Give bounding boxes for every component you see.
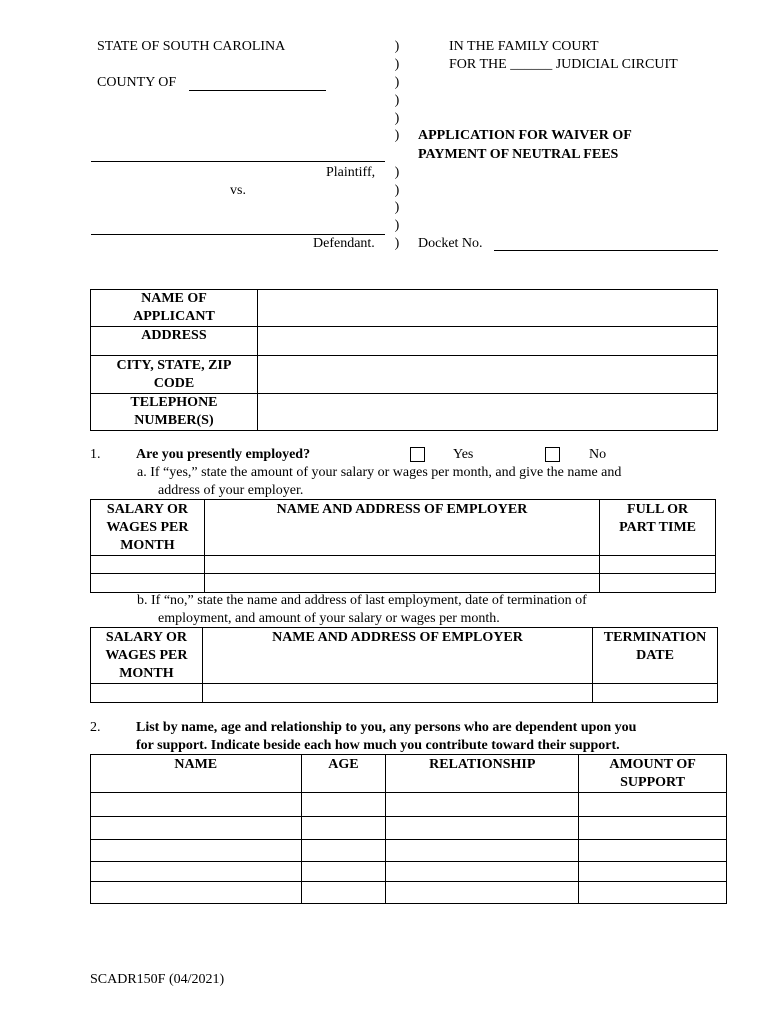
dependent-relationship-cell[interactable]: [386, 793, 579, 817]
docket-label: Docket No.: [418, 236, 483, 251]
salary-header: SALARY OR WAGES PER MONTH: [91, 500, 205, 556]
caption-paren: ): [394, 236, 400, 251]
full-part-time-cell[interactable]: [600, 574, 716, 593]
dependent-age-cell[interactable]: [301, 817, 386, 840]
county-label: COUNTY OF: [97, 75, 177, 90]
yes-checkbox[interactable]: [410, 447, 425, 462]
question-1-number: 1.: [90, 447, 101, 462]
employer-cell[interactable]: [202, 684, 592, 703]
versus-label: vs.: [230, 183, 246, 198]
employer-cell[interactable]: [204, 556, 599, 574]
salary-header: SALARY OR WAGES PER MONTH: [91, 628, 203, 684]
telephone-field[interactable]: [257, 394, 717, 431]
question-1b-text-line2: employment, and amount of your salary or wages per month.: [158, 611, 500, 626]
support-amount-cell[interactable]: [579, 862, 727, 882]
termination-date-cell[interactable]: [593, 684, 718, 703]
form-id: SCADR150F (04/2021): [90, 972, 225, 987]
question-1a-text-line1: a. If “yes,” state the amount of your salary or wages per month, and give the name and: [137, 465, 622, 480]
telephone-label: TELEPHONE NUMBER(S): [91, 394, 258, 431]
dependent-relationship-cell[interactable]: [386, 882, 579, 904]
plaintiff-label: Plaintiff,: [326, 165, 376, 180]
form-title-line2: PAYMENT OF NEUTRAL FEES: [418, 147, 619, 162]
dependent-age-cell[interactable]: [301, 840, 386, 862]
employer-cell[interactable]: [204, 574, 599, 593]
question-2-text-line1: List by name, age and relationship to you, any persons who are dependent upon you: [136, 720, 637, 735]
dependent-age-cell[interactable]: [301, 862, 386, 882]
termination-date-header: TERMINATION DATE: [593, 628, 718, 684]
dependent-age-cell[interactable]: [301, 882, 386, 904]
applicant-info-table: [90, 289, 718, 431]
employer-header: NAME AND ADDRESS OF EMPLOYER: [204, 500, 599, 556]
dependent-name-cell[interactable]: [91, 817, 302, 840]
dependent-name-header: NAME: [91, 755, 302, 793]
dependent-name-cell[interactable]: [91, 793, 302, 817]
full-part-time-cell[interactable]: [600, 556, 716, 574]
question-2-text-line2: for support. Indicate beside each how much you contribute toward their support.: [136, 738, 620, 753]
caption-paren: ): [394, 128, 400, 143]
circuit-line: FOR THE ______ JUDICIAL CIRCUIT: [449, 57, 678, 72]
employment-table-a: [90, 499, 716, 593]
city-state-zip-field[interactable]: [257, 356, 717, 394]
support-amount-cell[interactable]: [579, 882, 727, 904]
question-2-number: 2.: [90, 720, 101, 735]
dependent-name-cell[interactable]: [91, 862, 302, 882]
dependent-name-cell[interactable]: [91, 882, 302, 904]
caption-paren: ): [394, 165, 400, 180]
caption-paren: ): [394, 183, 400, 198]
docket-number-line[interactable]: [494, 250, 718, 251]
dependent-relationship-cell[interactable]: [386, 862, 579, 882]
salary-cell[interactable]: [91, 684, 203, 703]
caption-paren: ): [394, 57, 400, 72]
caption-paren: ): [394, 39, 400, 54]
employer-header: NAME AND ADDRESS OF EMPLOYER: [202, 628, 592, 684]
caption-paren: ): [394, 93, 400, 108]
yes-label: Yes: [453, 447, 474, 462]
dependent-name-cell[interactable]: [91, 840, 302, 862]
question-1a-text-line2: address of your employer.: [158, 483, 304, 498]
applicant-name-label: NAME OF APPLICANT: [91, 290, 258, 327]
dependent-relationship-cell[interactable]: [386, 840, 579, 862]
address-field[interactable]: [257, 327, 717, 356]
state-label: STATE OF SOUTH CAROLINA: [97, 39, 286, 54]
address-label: ADDRESS: [91, 327, 258, 356]
support-amount-header: AMOUNT OF SUPPORT: [579, 755, 727, 793]
court-name: IN THE FAMILY COURT: [449, 39, 599, 54]
salary-cell[interactable]: [91, 574, 205, 593]
defendant-label: Defendant.: [313, 236, 375, 251]
dependent-age-cell[interactable]: [301, 793, 386, 817]
caption-paren: ): [394, 111, 400, 126]
support-amount-cell[interactable]: [579, 817, 727, 840]
caption-paren: ): [394, 200, 400, 215]
employment-table-b: [90, 627, 718, 703]
support-amount-cell[interactable]: [579, 793, 727, 817]
support-amount-cell[interactable]: [579, 840, 727, 862]
full-part-time-header: FULL OR PART TIME: [600, 500, 716, 556]
caption-paren: ): [394, 75, 400, 90]
question-1-text: Are you presently employed?: [136, 447, 311, 462]
plaintiff-name-line[interactable]: [91, 161, 385, 162]
dependents-table: [90, 754, 727, 904]
question-1b-text-line1: b. If “no,” state the name and address of last employment, date of termination of: [137, 593, 587, 608]
dependent-relationship-header: RELATIONSHIP: [386, 755, 579, 793]
dependent-age-header: AGE: [301, 755, 386, 793]
applicant-name-field[interactable]: [257, 290, 717, 327]
dependent-relationship-cell[interactable]: [386, 817, 579, 840]
caption-paren: ): [394, 218, 400, 233]
no-checkbox[interactable]: [545, 447, 560, 462]
city-state-zip-label: CITY, STATE, ZIP CODE: [91, 356, 258, 394]
county-blank[interactable]: [189, 90, 326, 91]
salary-cell[interactable]: [91, 556, 205, 574]
no-label: No: [589, 447, 607, 462]
defendant-name-line[interactable]: [91, 234, 385, 235]
form-title-line1: APPLICATION FOR WAIVER OF: [418, 128, 632, 143]
